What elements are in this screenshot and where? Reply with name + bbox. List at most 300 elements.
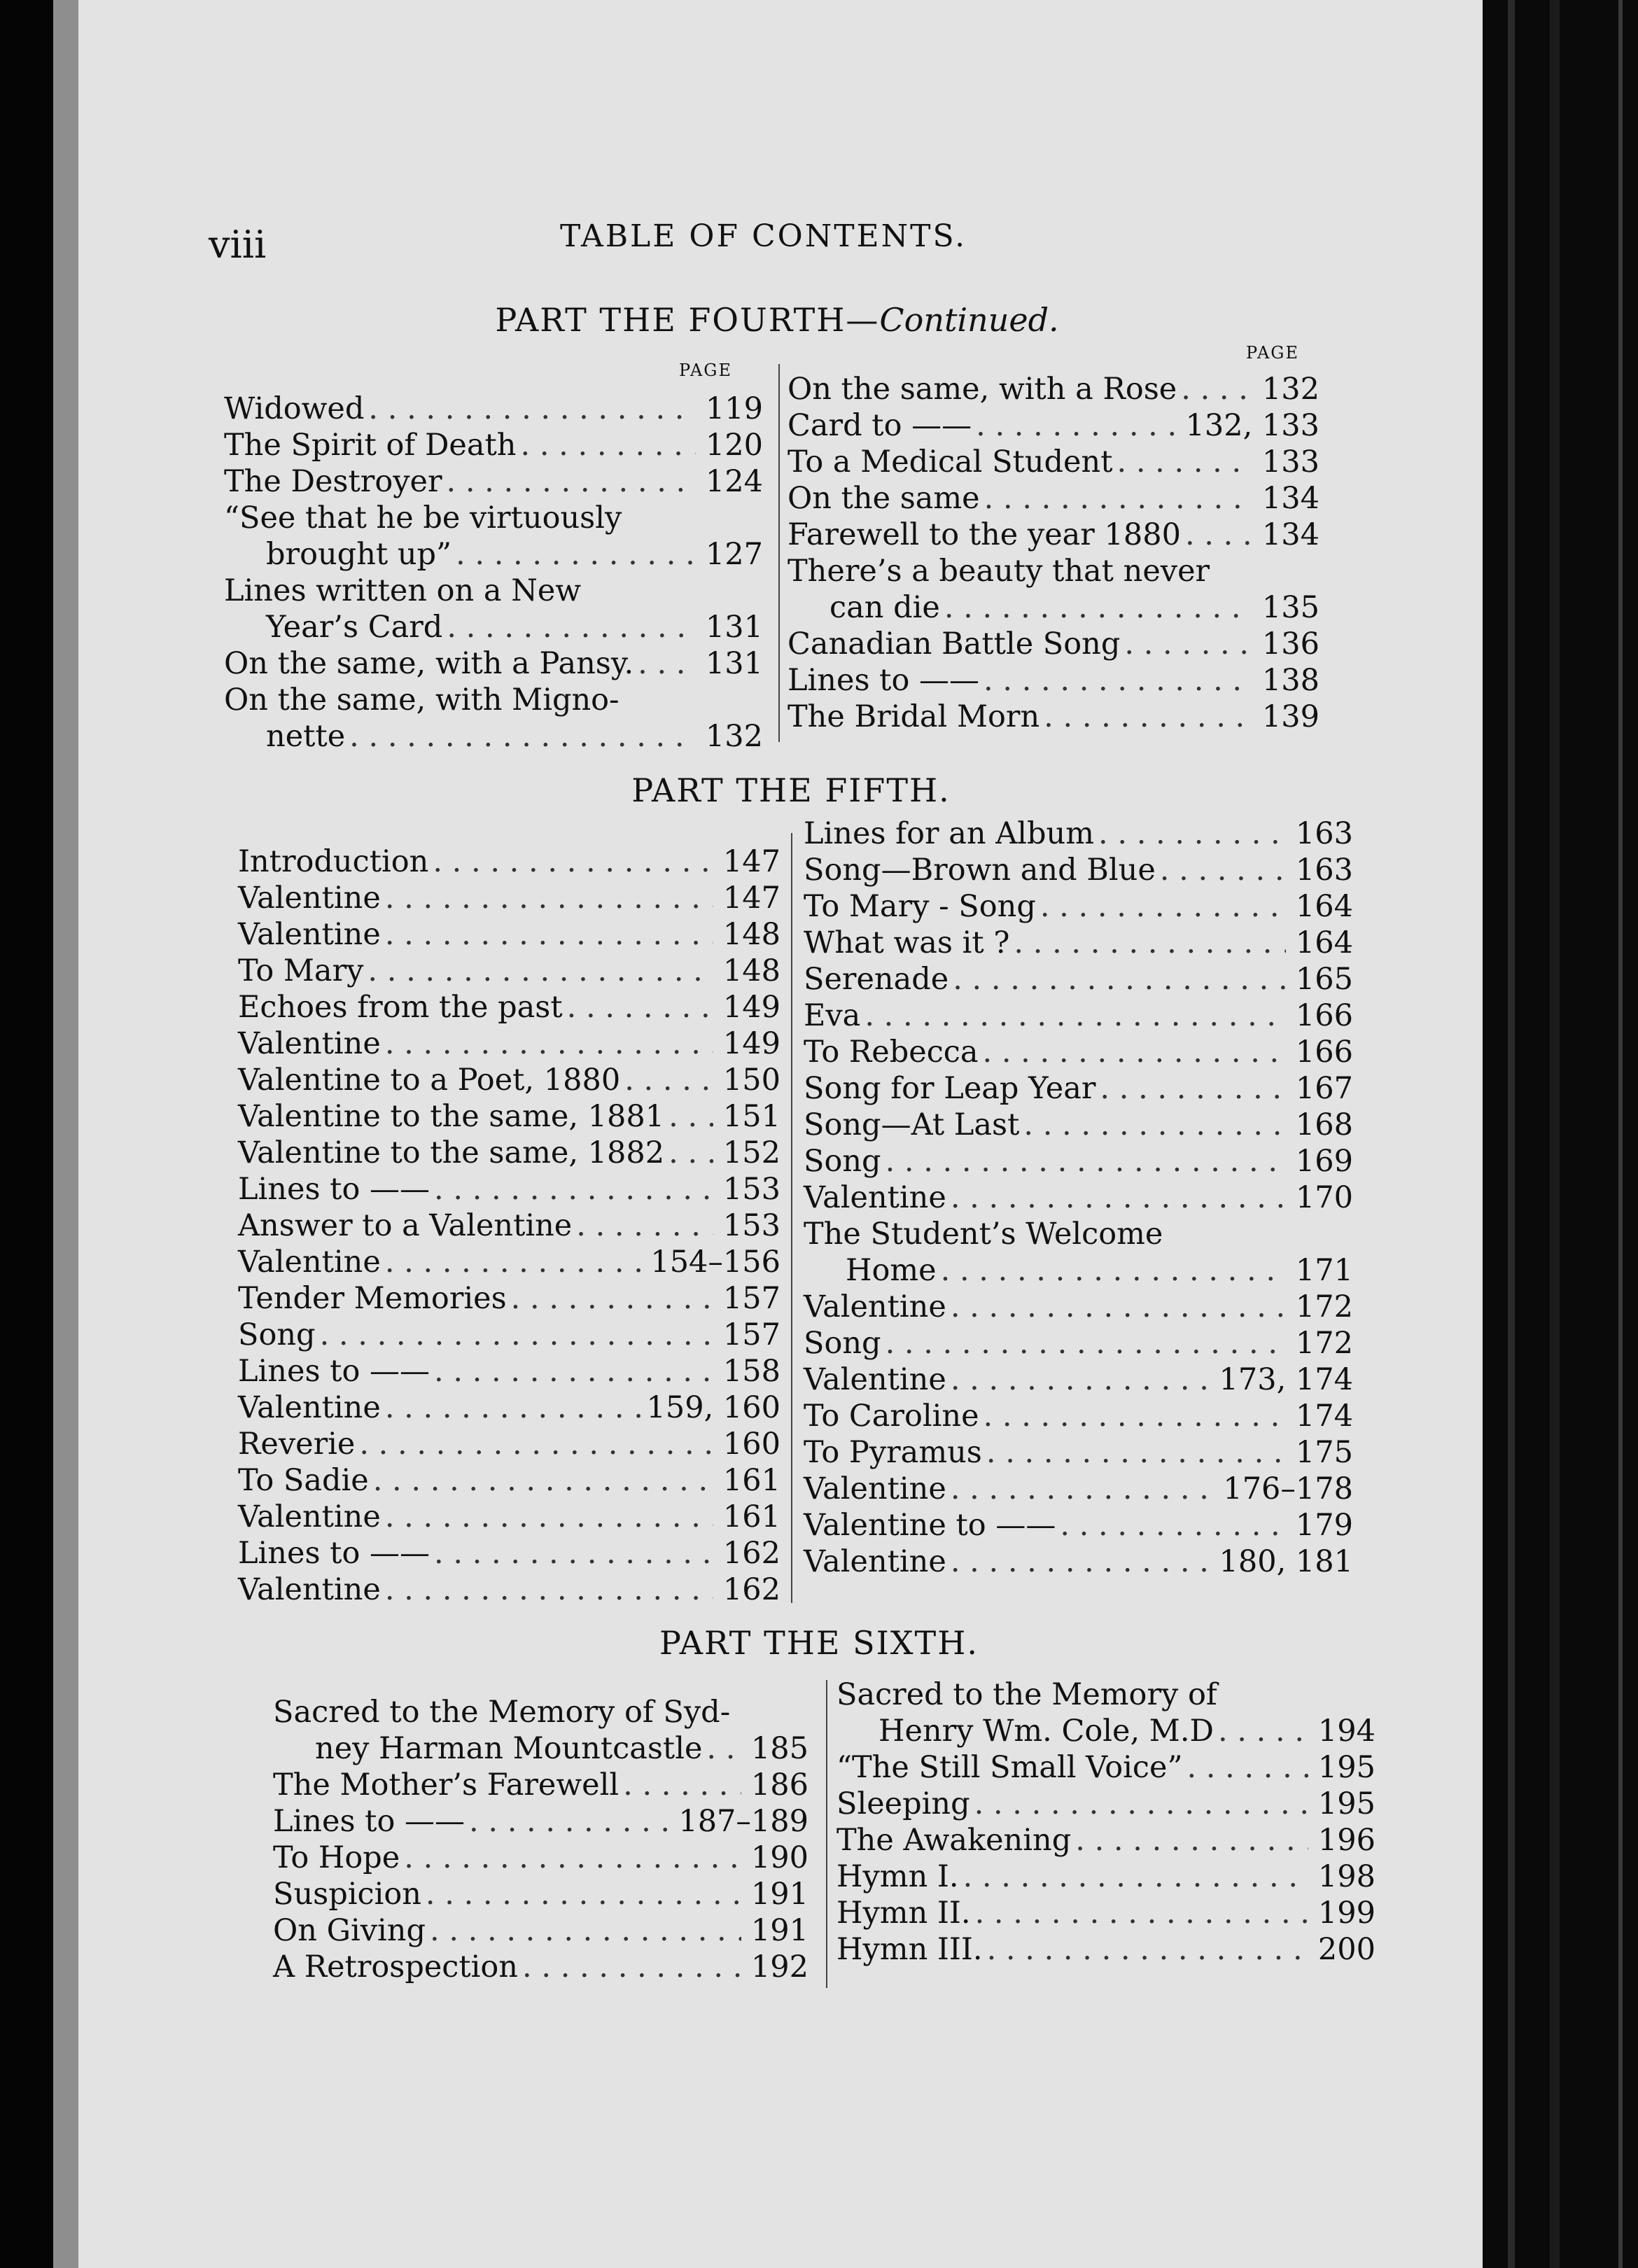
toc-entry xyxy=(804,1107,1353,1143)
dot-leader xyxy=(521,427,696,463)
toc-entry-title: Lines to —— xyxy=(238,1536,430,1571)
toc-entry-title: Lines for an Album xyxy=(804,816,1095,851)
toc-entry-page: 163 xyxy=(1295,816,1353,851)
dot-leader xyxy=(434,1353,713,1390)
toc-entry xyxy=(804,997,1353,1034)
dot-leader xyxy=(433,844,713,880)
toc-entry-title: Valentine xyxy=(804,1362,946,1397)
dot-leader xyxy=(385,880,713,916)
toc-entry-title: A Retrospection xyxy=(273,1949,519,1984)
toc-entry xyxy=(273,1949,808,1985)
toc-entry-page: 191 xyxy=(750,1913,808,1948)
toc-entry-page: 194 xyxy=(1317,1714,1376,1749)
toc-entry xyxy=(804,1471,1353,1507)
toc-entry-page: 134 xyxy=(1261,517,1320,552)
dot-leader xyxy=(1218,1713,1308,1749)
toc-entry xyxy=(224,718,763,755)
toc-entry-page: 157 xyxy=(722,1317,780,1352)
toc-entry-title: There’s a beauty that never xyxy=(788,554,1210,589)
toc-entry-title: Echoes from the past xyxy=(238,990,563,1025)
dot-leader xyxy=(941,1252,1286,1289)
toc-entry-page: 164 xyxy=(1295,925,1353,960)
toc-entry-title: To Hope xyxy=(273,1840,400,1875)
dot-leader xyxy=(1014,925,1286,961)
toc-entry-title: Sacred to the Memory of Syd- xyxy=(273,1695,731,1730)
toc-entry xyxy=(836,1931,1376,1968)
scan-right-spine xyxy=(1483,0,1638,2268)
dot-leader xyxy=(984,480,1252,517)
toc-entry-title: To Sadie xyxy=(238,1463,369,1498)
dot-leader xyxy=(951,1180,1286,1216)
toc-entry-page: 119 xyxy=(705,391,763,426)
toc-entry-page: 132, 133 xyxy=(1185,408,1320,443)
dot-leader xyxy=(1124,626,1252,662)
toc-entry-title: Valentine xyxy=(238,1572,381,1607)
toc-entry-title: To Caroline xyxy=(804,1399,979,1434)
toc-entry xyxy=(238,1353,780,1390)
toc-entry xyxy=(273,1912,808,1949)
dot-leader xyxy=(886,1143,1286,1180)
dot-leader xyxy=(469,1803,674,1840)
toc-entry xyxy=(804,888,1353,925)
toc-entry-title: Valentine xyxy=(238,1390,381,1425)
toc-entry-title: Suspicion xyxy=(273,1877,421,1912)
toc-entry xyxy=(238,1062,780,1098)
toc-entry-page: 147 xyxy=(722,844,780,879)
dot-leader xyxy=(638,645,696,682)
toc-entry-title: Widowed xyxy=(224,391,365,426)
toc-entry-page: 187–189 xyxy=(678,1804,808,1839)
toc-entry-page: 139 xyxy=(1261,699,1320,734)
dot-leader xyxy=(1040,888,1286,925)
toc-entry-title: Henry Wm. Cole, M.D xyxy=(878,1714,1214,1749)
toc-entry-title: nette xyxy=(266,719,346,754)
toc-entry-title: To Mary - Song xyxy=(804,889,1036,924)
toc-entry-title: What was it ? xyxy=(804,925,1010,960)
dot-leader xyxy=(456,536,696,573)
dot-leader xyxy=(426,1876,741,1912)
part5-right-column xyxy=(804,816,1353,1580)
toc-entry xyxy=(238,1171,780,1208)
toc-entry-page: 159, 160 xyxy=(646,1390,780,1425)
dot-leader xyxy=(567,989,713,1026)
dot-leader xyxy=(944,589,1252,626)
toc-entry-title: The Bridal Morn xyxy=(788,699,1040,734)
toc-entry-page: 196 xyxy=(1317,1823,1376,1858)
scan-left-border xyxy=(0,0,53,2268)
toc-entry-page: 132 xyxy=(1261,372,1320,407)
part4-right-page-header: PAGE xyxy=(1246,343,1299,363)
toc-entry-title: can die xyxy=(830,590,940,625)
toc-entry-title: The Student’s Welcome xyxy=(804,1217,1163,1252)
toc-entry-title: Song—At Last xyxy=(804,1107,1020,1142)
dot-leader xyxy=(1098,816,1286,852)
toc-entry-page: 190 xyxy=(750,1840,808,1875)
running-head: TABLE OF CONTENTS. xyxy=(560,218,967,254)
toc-entry-page: 172 xyxy=(1295,1289,1353,1324)
toc-entry-title: Lines to —— xyxy=(273,1804,465,1839)
toc-entry xyxy=(804,1143,1353,1180)
toc-entry-title: On the same, with a Pansy. xyxy=(224,646,634,681)
dot-leader xyxy=(511,1280,713,1317)
dot-leader xyxy=(706,1730,741,1767)
toc-entry xyxy=(273,1803,808,1840)
toc-entry-title: Song for Leap Year xyxy=(804,1071,1096,1106)
toc-entry-title: Lines to —— xyxy=(238,1354,430,1389)
toc-entry xyxy=(788,517,1320,553)
dot-leader xyxy=(951,1362,1215,1398)
toc-entry-page: 148 xyxy=(722,917,780,952)
toc-entry xyxy=(238,1462,780,1499)
dot-leader xyxy=(434,1535,713,1572)
toc-entry-title: Year’s Card xyxy=(266,610,443,645)
toc-entry xyxy=(238,1098,780,1135)
toc-entry-title: “The Still Small Voice” xyxy=(836,1750,1183,1785)
toc-entry xyxy=(224,645,763,682)
dot-leader xyxy=(434,1171,713,1208)
toc-entry-title: Introduction xyxy=(238,844,429,879)
toc-entry-title: Answer to a Valentine xyxy=(238,1208,573,1243)
toc-entry-title: The Destroyer xyxy=(224,464,442,499)
part6-right-column xyxy=(836,1676,1376,1968)
toc-entry-page: 131 xyxy=(705,610,763,645)
part6-left-column xyxy=(273,1694,808,1985)
toc-entry-title: Song xyxy=(238,1317,316,1352)
toc-entry-page: 167 xyxy=(1295,1071,1353,1106)
toc-entry-title: ney Harman Mountcastle xyxy=(315,1731,703,1766)
dot-leader xyxy=(447,609,696,645)
dot-leader xyxy=(668,1135,713,1171)
part4-right-column xyxy=(788,371,1320,735)
toc-entry xyxy=(238,1026,780,1062)
toc-entry xyxy=(788,553,1320,589)
toc-entry-page: 150 xyxy=(722,1063,780,1098)
toc-entry xyxy=(273,1876,808,1912)
toc-entry-page: 166 xyxy=(1295,1035,1353,1070)
dot-leader xyxy=(1060,1507,1286,1544)
toc-entry-page: 160 xyxy=(722,1427,780,1462)
toc-entry-page: 149 xyxy=(722,1026,780,1061)
toc-entry-page: 134 xyxy=(1261,481,1320,516)
toc-entry-title: Valentine xyxy=(238,1026,381,1061)
toc-entry xyxy=(836,1895,1376,1931)
toc-entry-title: To Pyramus xyxy=(804,1435,982,1470)
toc-entry-title: brought up” xyxy=(266,537,452,572)
toc-entry-title: Tender Memories xyxy=(238,1281,507,1316)
dot-leader xyxy=(373,1462,713,1499)
dot-leader xyxy=(975,1895,1308,1931)
toc-entry-page: 186 xyxy=(750,1768,808,1802)
toc-entry xyxy=(788,480,1320,517)
toc-entry-title: Farewell to the year 1880 xyxy=(788,517,1181,552)
toc-entry-title: Hymn I. xyxy=(836,1859,959,1894)
part4-left-column xyxy=(224,391,763,755)
toc-entry xyxy=(836,1822,1376,1858)
toc-entry xyxy=(273,1840,808,1876)
toc-entry-page: 174 xyxy=(1295,1399,1353,1434)
dot-leader xyxy=(1044,699,1252,735)
toc-entry-page: 199 xyxy=(1317,1896,1376,1931)
toc-entry-page: 200 xyxy=(1317,1932,1376,1967)
dot-leader xyxy=(385,1244,647,1280)
toc-entry xyxy=(804,1434,1353,1471)
part5-title: PART THE FIFTH. xyxy=(631,771,951,809)
dot-leader xyxy=(404,1840,741,1876)
toc-entry xyxy=(224,536,763,573)
toc-entry-page: 163 xyxy=(1295,853,1353,888)
dot-leader xyxy=(385,1572,713,1608)
toc-entry xyxy=(238,880,780,916)
part6-title: PART THE SIXTH. xyxy=(659,1624,979,1662)
toc-entry xyxy=(804,1289,1353,1325)
toc-entry xyxy=(804,1216,1353,1252)
dot-leader xyxy=(953,961,1286,997)
dot-leader xyxy=(447,463,696,500)
toc-entry xyxy=(224,609,763,645)
toc-entry-title: Valentine xyxy=(804,1471,946,1506)
toc-entry-page: 158 xyxy=(722,1354,780,1389)
dot-leader xyxy=(349,718,696,755)
toc-entry-page: 195 xyxy=(1317,1786,1376,1821)
part4-column-divider xyxy=(778,364,780,742)
part5-left-column xyxy=(238,844,780,1608)
toc-entry xyxy=(804,1252,1353,1289)
toc-entry-page: 166 xyxy=(1295,998,1353,1033)
toc-entry-title: Song xyxy=(804,1326,881,1361)
toc-entry-title: On the same, with a Rose xyxy=(788,372,1177,407)
toc-entry-title: The Awakening xyxy=(836,1823,1072,1858)
toc-entry-page: 195 xyxy=(1317,1750,1376,1785)
toc-entry-page: 179 xyxy=(1295,1508,1353,1543)
toc-entry-page: 153 xyxy=(722,1172,780,1207)
toc-entry xyxy=(804,852,1353,888)
dot-leader xyxy=(983,1398,1286,1434)
toc-entry-title: Eva xyxy=(804,998,861,1033)
toc-entry-title: Serenade xyxy=(804,962,949,997)
toc-entry xyxy=(238,1572,780,1608)
toc-entry-page: 172 xyxy=(1295,1326,1353,1361)
dot-leader xyxy=(951,1289,1286,1325)
toc-entry xyxy=(804,1398,1353,1434)
toc-entry xyxy=(804,1034,1353,1070)
toc-entry-page: 185 xyxy=(750,1731,808,1766)
toc-entry-page: 171 xyxy=(1295,1253,1353,1288)
toc-entry-title: Song xyxy=(804,1144,881,1179)
dot-leader xyxy=(359,1426,713,1462)
toc-entry-page: 135 xyxy=(1261,590,1320,625)
toc-entry-page: 132 xyxy=(705,719,763,754)
toc-entry-title: Valentine xyxy=(804,1544,946,1579)
toc-entry xyxy=(224,682,763,718)
toc-entry-page: 151 xyxy=(722,1099,780,1134)
toc-entry xyxy=(836,1858,1376,1895)
dot-leader xyxy=(976,407,1181,444)
toc-entry xyxy=(804,961,1353,997)
part4-left-page-header: PAGE xyxy=(679,360,732,380)
dot-leader xyxy=(986,1434,1286,1471)
dot-leader xyxy=(320,1317,713,1353)
dot-leader xyxy=(974,1786,1308,1822)
toc-entry-page: 191 xyxy=(750,1877,808,1912)
toc-entry xyxy=(238,1208,780,1244)
dot-leader xyxy=(983,662,1252,699)
toc-entry xyxy=(804,1180,1353,1216)
dot-leader xyxy=(668,1098,713,1135)
dot-leader xyxy=(987,1931,1308,1968)
toc-entry-title: Hymn II. xyxy=(836,1896,971,1931)
toc-entry-title: “See that he be virtuously xyxy=(224,500,622,536)
toc-entry xyxy=(238,916,780,953)
dot-leader xyxy=(983,1034,1287,1070)
toc-entry-title: Lines to —— xyxy=(238,1172,430,1207)
toc-entry-title: Valentine xyxy=(238,1245,381,1280)
dot-leader xyxy=(864,997,1286,1034)
toc-entry xyxy=(238,953,780,989)
toc-entry-title: Valentine xyxy=(804,1289,946,1324)
toc-entry xyxy=(804,1325,1353,1362)
toc-entry-title: Song—Brown and Blue xyxy=(804,853,1156,888)
toc-entry-page: 138 xyxy=(1261,663,1320,698)
toc-entry xyxy=(238,1244,780,1280)
toc-entry-title: Valentine xyxy=(238,917,381,952)
toc-entry xyxy=(273,1694,808,1730)
toc-entry-page: 136 xyxy=(1261,626,1320,662)
toc-entry xyxy=(238,1317,780,1353)
dot-leader xyxy=(522,1949,741,1985)
toc-entry xyxy=(224,573,763,609)
dot-leader xyxy=(963,1858,1308,1895)
toc-entry xyxy=(224,391,763,427)
toc-entry xyxy=(804,816,1353,852)
toc-entry xyxy=(238,1535,780,1572)
toc-entry-page: 165 xyxy=(1295,962,1353,997)
toc-entry xyxy=(238,1280,780,1317)
toc-entry-title: Lines written on a New xyxy=(224,573,582,608)
toc-entry xyxy=(238,989,780,1026)
dot-leader xyxy=(951,1471,1219,1507)
dot-leader xyxy=(385,916,713,953)
toc-entry-page: 169 xyxy=(1295,1144,1353,1179)
toc-entry xyxy=(804,1070,1353,1107)
toc-entry xyxy=(224,463,763,500)
toc-entry xyxy=(804,925,1353,961)
toc-entry-page: 161 xyxy=(722,1463,780,1498)
toc-entry-page: 192 xyxy=(750,1949,808,1984)
toc-entry-page: 180, 181 xyxy=(1219,1544,1353,1579)
toc-entry-title: To Mary xyxy=(238,953,364,988)
toc-entry-title: Valentine to the same, 1882 xyxy=(238,1135,665,1170)
toc-entry xyxy=(238,844,780,880)
toc-entry-title: On the same xyxy=(788,481,980,516)
toc-entry-title: On Giving xyxy=(273,1913,426,1948)
toc-entry-page: 127 xyxy=(705,537,763,572)
toc-entry xyxy=(224,427,763,463)
toc-entry xyxy=(788,371,1320,407)
toc-entry-page: 175 xyxy=(1295,1435,1353,1470)
toc-entry-page: 152 xyxy=(722,1135,780,1170)
dot-leader xyxy=(368,391,696,427)
dot-leader xyxy=(385,1390,643,1426)
toc-entry-title: Sacred to the Memory of xyxy=(836,1677,1217,1712)
toc-entry-page: 198 xyxy=(1317,1859,1376,1894)
dot-leader xyxy=(1160,852,1286,888)
toc-entry-page: 131 xyxy=(705,646,763,681)
toc-entry-page: 162 xyxy=(722,1572,780,1607)
toc-entry-page: 147 xyxy=(722,881,780,916)
toc-entry-page: 170 xyxy=(1295,1180,1353,1215)
toc-entry xyxy=(788,407,1320,444)
toc-entry xyxy=(788,662,1320,699)
toc-entry-title: Home xyxy=(846,1253,937,1288)
toc-entry-page: 124 xyxy=(705,464,763,499)
toc-entry-title: The Spirit of Death xyxy=(224,428,517,463)
dot-leader xyxy=(1075,1822,1308,1858)
toc-entry xyxy=(804,1507,1353,1544)
toc-entry xyxy=(238,1390,780,1426)
part4-title: PART THE FOURTH—Continued. xyxy=(495,301,1059,339)
toc-entry xyxy=(836,1676,1376,1713)
dot-leader xyxy=(623,1767,741,1803)
toc-entry-page: 149 xyxy=(722,990,780,1025)
toc-entry xyxy=(836,1786,1376,1822)
toc-entry-page: 133 xyxy=(1261,444,1320,479)
dot-leader xyxy=(886,1325,1286,1362)
toc-entry xyxy=(238,1135,780,1171)
toc-entry xyxy=(273,1730,808,1767)
page-folio: viii xyxy=(209,223,267,267)
dot-leader xyxy=(1181,371,1252,407)
toc-entry xyxy=(224,500,763,536)
toc-entry-title: The Mother’s Farewell xyxy=(273,1768,620,1802)
toc-entry xyxy=(788,589,1320,626)
dot-leader xyxy=(1185,517,1252,553)
dot-leader xyxy=(385,1499,713,1535)
dot-leader xyxy=(1100,1070,1286,1107)
toc-entry-page: 162 xyxy=(722,1536,780,1571)
dot-leader xyxy=(1186,1749,1308,1786)
toc-entry-page: 120 xyxy=(705,428,763,463)
dot-leader xyxy=(368,953,713,989)
dot-leader xyxy=(951,1544,1215,1580)
toc-entry-title: Valentine xyxy=(804,1180,946,1215)
toc-entry-title: Reverie xyxy=(238,1427,356,1462)
toc-entry-title: Valentine to a Poet, 1880 xyxy=(238,1063,621,1098)
toc-entry-title: On the same, with Migno- xyxy=(224,682,620,718)
toc-entry-page: 154–156 xyxy=(650,1245,780,1280)
toc-entry xyxy=(788,444,1320,480)
toc-entry xyxy=(238,1499,780,1535)
part5-column-divider xyxy=(791,833,792,1603)
toc-entry-title: Valentine to the same, 1881 xyxy=(238,1099,665,1134)
scan-left-page-edge xyxy=(53,0,78,2268)
toc-entry xyxy=(273,1767,808,1803)
toc-entry-title: Card to —— xyxy=(788,408,972,443)
toc-entry-title: Valentine xyxy=(238,1499,381,1534)
toc-entry-title: Lines to —— xyxy=(788,663,980,698)
toc-entry-page: 153 xyxy=(722,1208,780,1243)
toc-entry-page: 173, 174 xyxy=(1219,1362,1353,1397)
toc-entry-page: 148 xyxy=(722,953,780,988)
toc-entry-title: Hymn III. xyxy=(836,1932,983,1967)
toc-entry xyxy=(804,1544,1353,1580)
toc-entry-page: 157 xyxy=(722,1281,780,1316)
toc-entry-page: 168 xyxy=(1295,1107,1353,1142)
toc-entry-title: Valentine to —— xyxy=(804,1508,1056,1543)
toc-entry-title: To Rebecca xyxy=(804,1035,979,1070)
toc-entry xyxy=(836,1713,1376,1749)
dot-leader xyxy=(624,1062,713,1098)
toc-entry-title: Sleeping xyxy=(836,1786,970,1821)
